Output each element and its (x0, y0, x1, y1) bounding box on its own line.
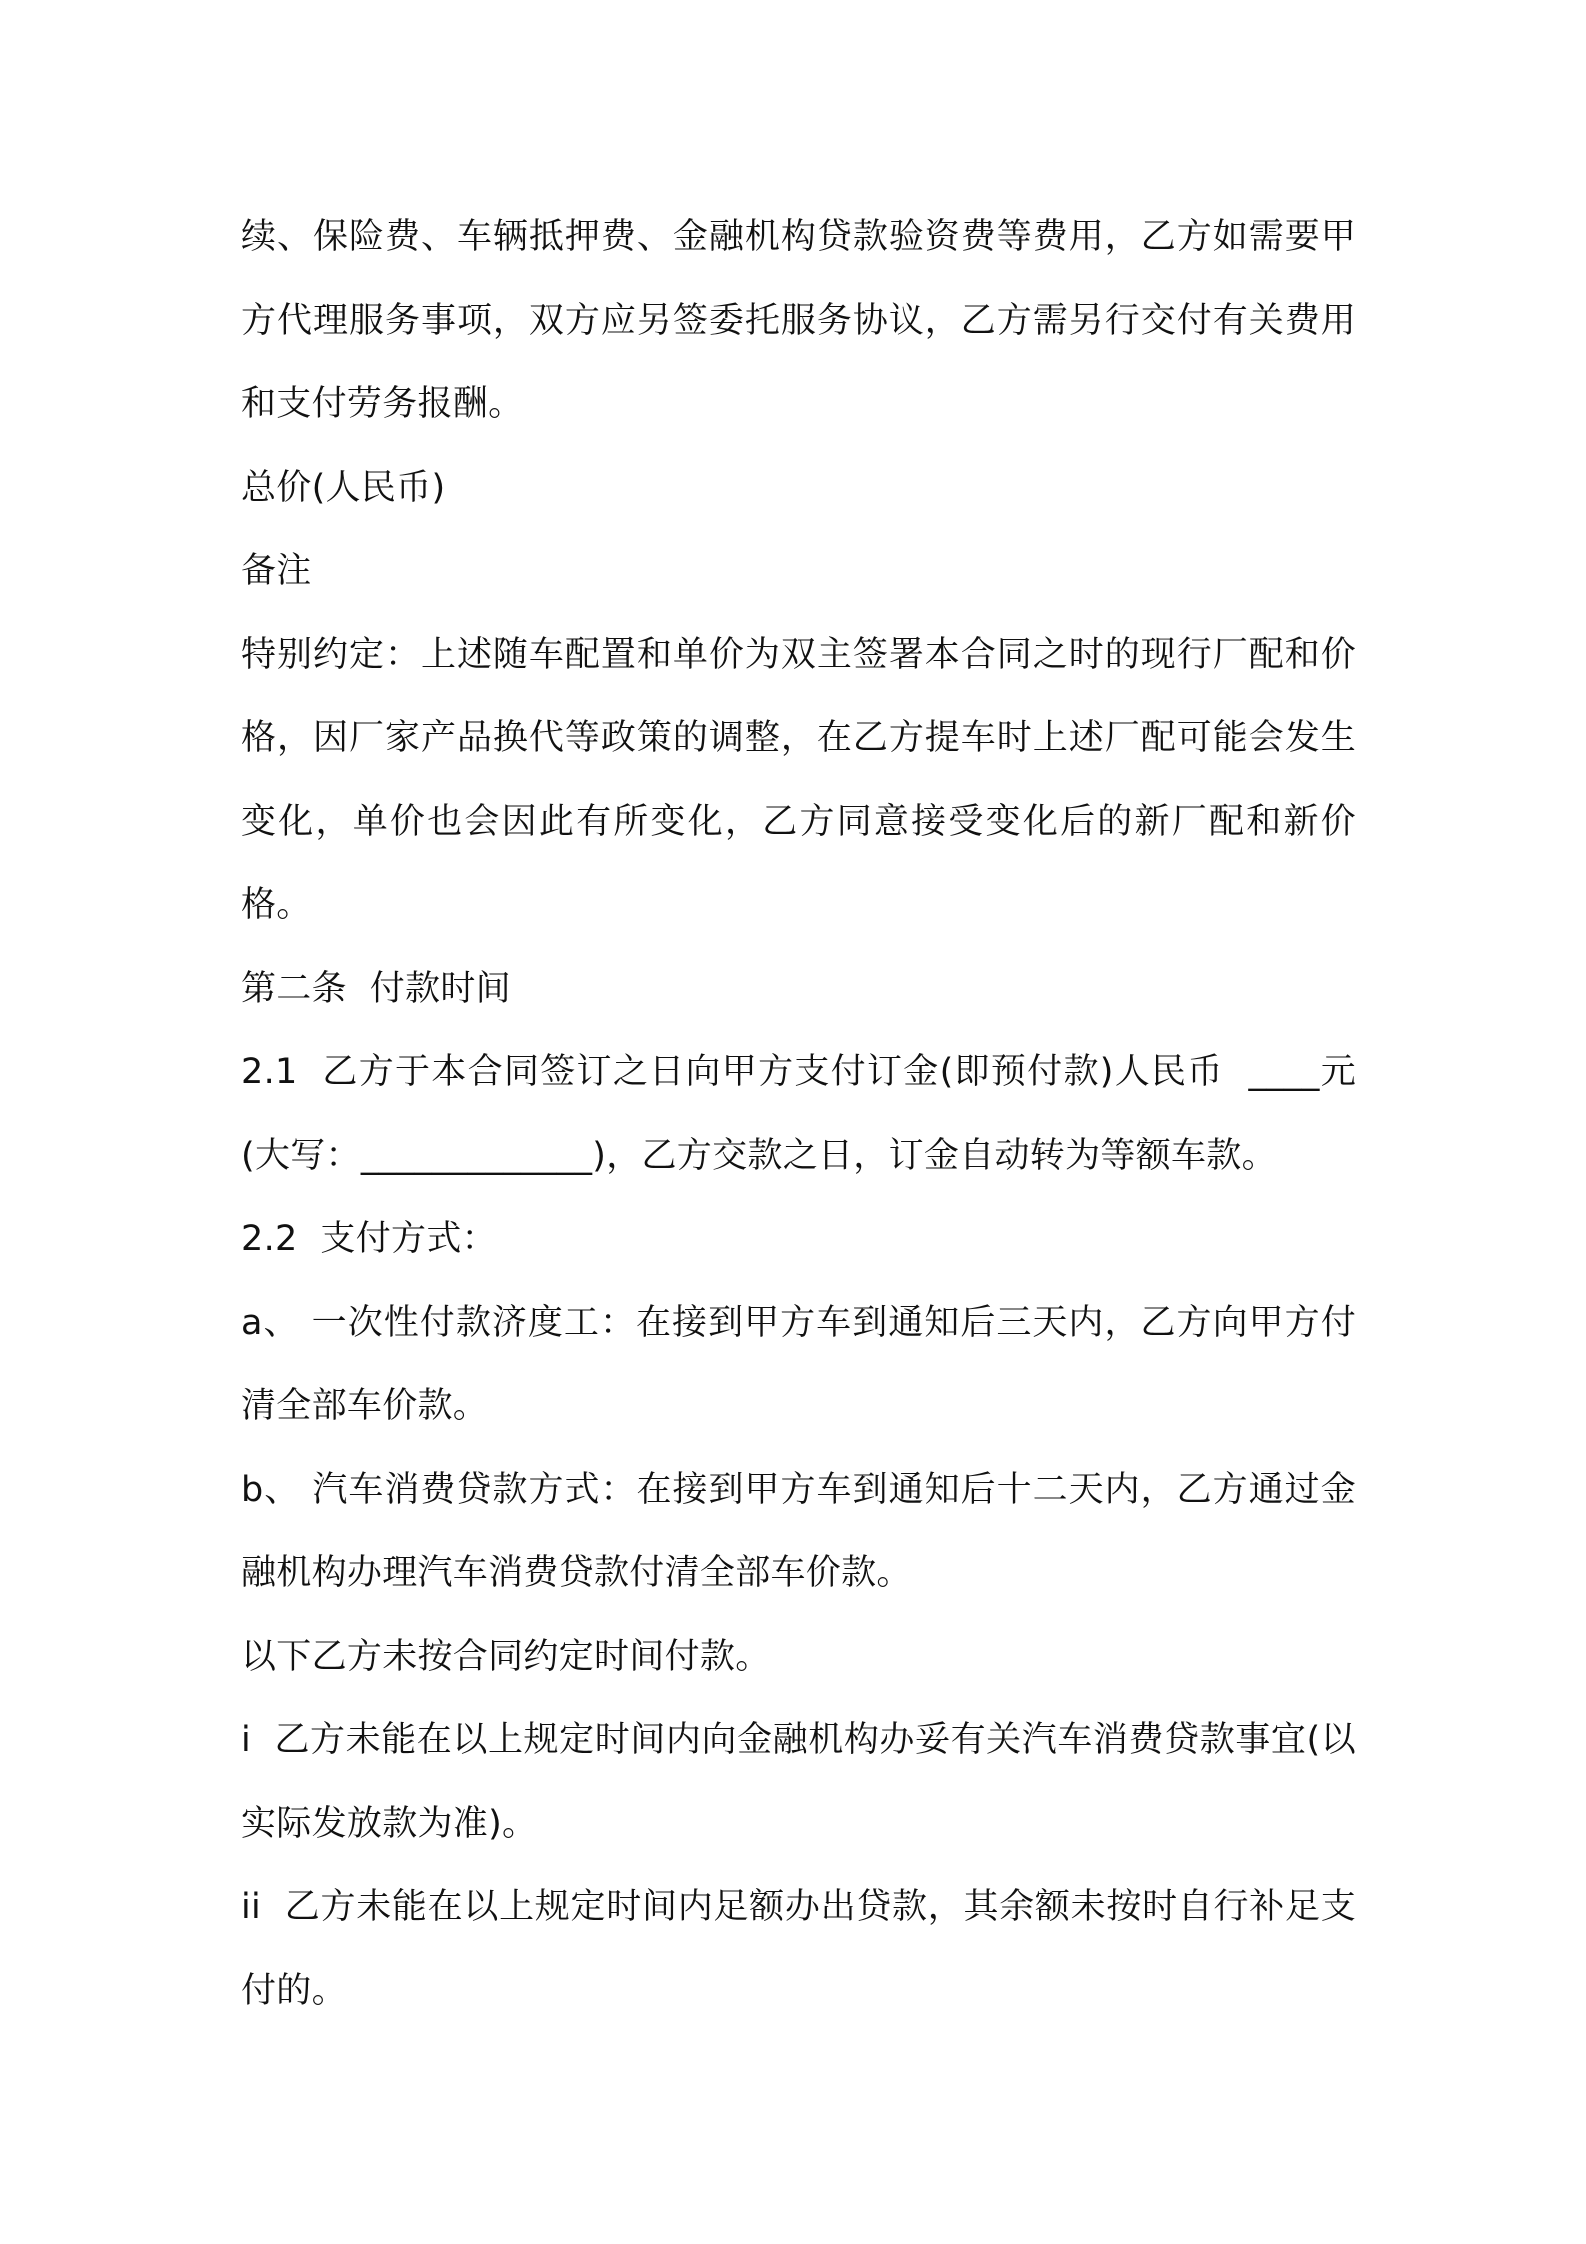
paragraph-special-agreement: 特别约定：上述随车配置和单价为双主签署本合同之时的现行厂配和价格，因厂家产品换代等政策的调整，在乙方提车时上述厂配可能会发生变化，单价也会因此有所变化，乙方同意接受变化后的新厂配和新价格。 (241, 634, 1356, 925)
document-body (241, 196, 1356, 2033)
clause-2-2: 2.2 支付方式： (241, 1219, 497, 1259)
paragraph-late-payment: 以下乙方未按合同约定时间付款。 (241, 1636, 771, 1677)
item-ii: ii 乙方未能在以上规定时间内足额办出贷款，其余额未按时自行补足支付的。 (241, 1887, 1356, 2011)
paragraph-total-price: 总价(人民币) (241, 467, 446, 508)
clause-2-2-a: a、 一次性付款济度工：在接到甲方车到通知后三天内，乙方向甲方付清全部车价款。 (241, 1302, 1356, 1426)
paragraph-remarks: 备注 (241, 551, 312, 591)
clause-2-1: 2.1 乙方于本合同签订之日向甲方支付订金(即预付款)人民币 ____元(大写：_____________)，乙方交款之日，订金自动转为等额车款。 (241, 1052, 1356, 1176)
clause-2-2-b: b、 汽车消费贷款方式：在接到甲方车到通知后十二天内，乙方通过金融机构办理汽车消费贷款付清全部车价款。 (241, 1469, 1356, 1593)
section-heading-payment-time: 第二条 付款时间 (241, 968, 511, 1009)
item-i: i 乙方未能在以上规定时间内向金融机构办妥有关汽车消费贷款事宜(以实际发放款为准)。 (241, 1720, 1356, 1844)
paragraph-fees-continued: 续、保险费、车辆抵押费、金融机构贷款验资费等费用，乙方如需要甲方代理服务事项，双方应另签委托服务协议，乙方需另行交付有关费用和支付劳务报酬。 (241, 217, 1356, 424)
